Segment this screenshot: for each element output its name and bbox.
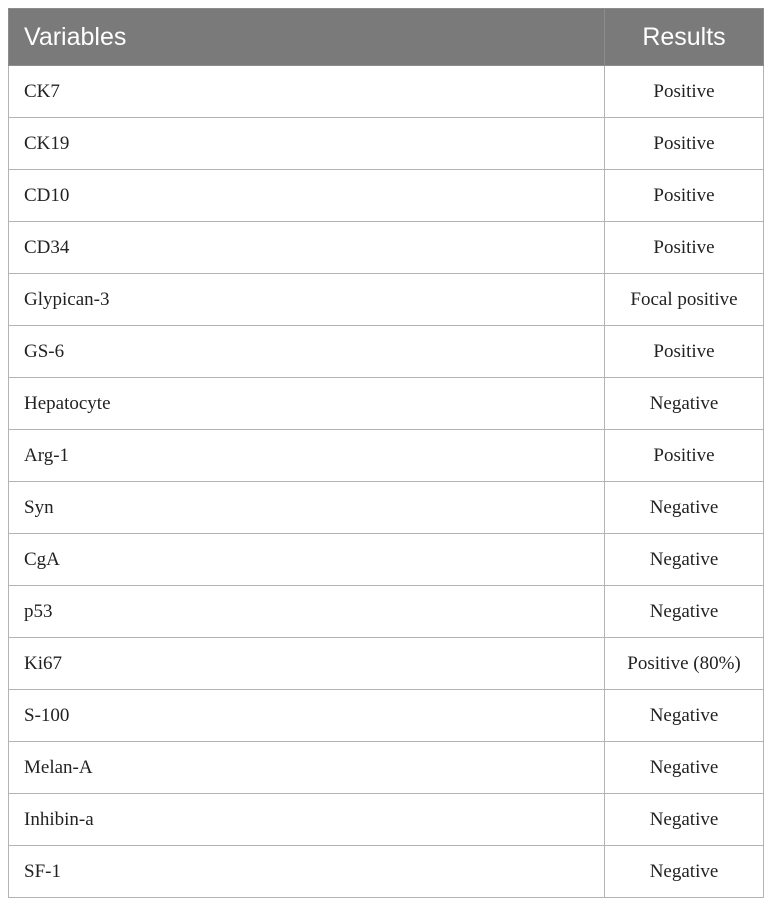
table-row — [9, 222, 764, 274]
variable-cell: CgA — [9, 534, 605, 586]
variable-cell: CD10 — [9, 170, 605, 222]
result-cell: Negative — [605, 482, 764, 534]
variable-cell: Ki67 — [9, 638, 605, 690]
variable-cell: Inhibin-a — [9, 794, 605, 846]
variable-cell: CD34 — [9, 222, 605, 274]
result-cell: Negative — [605, 378, 764, 430]
result-cell: Positive — [605, 66, 764, 118]
table-row — [9, 794, 764, 846]
immunohistochemistry-results-table — [8, 8, 764, 898]
variable-cell: CK7 — [9, 66, 605, 118]
result-cell: Positive — [605, 170, 764, 222]
table-header — [9, 9, 764, 66]
table-row — [9, 274, 764, 326]
table-row — [9, 534, 764, 586]
result-cell: Negative — [605, 534, 764, 586]
result-cell: Negative — [605, 742, 764, 794]
table-row — [9, 170, 764, 222]
table-row — [9, 846, 764, 898]
variable-cell: SF-1 — [9, 846, 605, 898]
variable-cell: CK19 — [9, 118, 605, 170]
variable-cell: S-100 — [9, 690, 605, 742]
table-row — [9, 66, 764, 118]
table-row — [9, 690, 764, 742]
result-cell: Negative — [605, 846, 764, 898]
variable-cell: Syn — [9, 482, 605, 534]
table-row — [9, 586, 764, 638]
table-row — [9, 378, 764, 430]
variable-cell: p53 — [9, 586, 605, 638]
table-row — [9, 118, 764, 170]
table-body — [9, 66, 764, 898]
result-cell: Positive — [605, 118, 764, 170]
header-results: Results — [605, 9, 764, 66]
header-variables: Variables — [9, 9, 605, 66]
result-cell: Positive — [605, 430, 764, 482]
table-row — [9, 430, 764, 482]
table-row — [9, 326, 764, 378]
variable-cell: Arg-1 — [9, 430, 605, 482]
result-cell: Focal positive — [605, 274, 764, 326]
variable-cell: Melan-A — [9, 742, 605, 794]
result-cell: Negative — [605, 586, 764, 638]
table-row — [9, 482, 764, 534]
table-row — [9, 742, 764, 794]
result-cell: Positive (80%) — [605, 638, 764, 690]
result-cell: Positive — [605, 222, 764, 274]
result-cell: Negative — [605, 690, 764, 742]
header-row — [9, 9, 764, 66]
results-table-container — [8, 8, 763, 898]
result-cell: Negative — [605, 794, 764, 846]
variable-cell: GS-6 — [9, 326, 605, 378]
table-row — [9, 638, 764, 690]
result-cell: Positive — [605, 326, 764, 378]
variable-cell: Glypican-3 — [9, 274, 605, 326]
variable-cell: Hepatocyte — [9, 378, 605, 430]
